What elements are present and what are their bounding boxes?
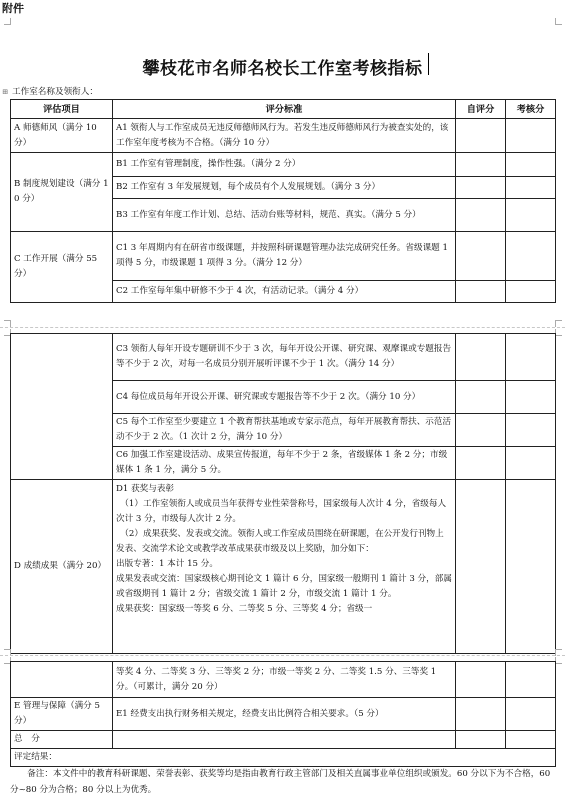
text-cursor (428, 53, 429, 75)
criterion-d1 (113, 480, 456, 654)
category-d-continued (11, 662, 113, 698)
criterion-e1: E1 经费支出执行财务相关规定，经费支出比例符合相关要求。（5 分） (113, 698, 456, 731)
criterion-c2: C2 工作室每年集中研修不少于 4 次，有活动记录。（满分 4 分） (113, 281, 456, 303)
d1-publication-line: 成果发表或交流：国家级核心期刊论文 1 篇计 6 分，国家级一般期刊 1 篇计 3 分，部属或省级期刊 1 篇计 2 分；省级交流 1 篇计 2 分，市级交流 1 篇计 1 分。 (116, 574, 452, 599)
page-corner-mark (555, 320, 562, 327)
page-corner-mark (4, 320, 11, 327)
review-score-cell[interactable] (506, 153, 556, 177)
table-row-c1 (11, 232, 556, 281)
self-score-cell[interactable] (456, 119, 506, 153)
header-standard: 评分标准 (113, 100, 456, 119)
criterion-c3: C3 领衔人每年开设专题研训不少于 3 次，每年开设公开课、研究课、观摩课或专题报告等不少于 2 次，对每一名成员分别开展听评课不少于 1 次。（满分 14 分） (113, 334, 456, 381)
criterion-b2: B2 工作室有 3 年发展规划，每个成员有个人发展规划。（满分 3 分） (113, 177, 456, 199)
criterion-a1: A1 领衔人与工作室成员无违反师德师风行为。若发生违反师德师风行为被查实处的，该工作室年度考核为不合格。（满分 10 分） (113, 119, 456, 153)
category-c-continued (11, 334, 113, 480)
header-item: 评估项目 (11, 100, 113, 119)
self-score-cell[interactable] (456, 698, 506, 731)
review-score-cell[interactable] (506, 381, 556, 414)
page-corner-mark (555, 329, 562, 336)
review-score-cell[interactable] (506, 199, 556, 232)
table-row-e1 (11, 698, 556, 731)
review-score-cell[interactable] (506, 177, 556, 199)
page-break-line (0, 327, 565, 329)
assessment-table-part2 (10, 333, 556, 654)
self-score-cell[interactable] (456, 232, 506, 281)
header-review-score: 考核分 (506, 100, 556, 119)
assessment-table-part1 (10, 99, 556, 303)
review-score-cell[interactable] (506, 232, 556, 281)
d1-title: D1 获奖与表彰 (116, 484, 175, 494)
page-corner-mark (555, 657, 562, 664)
table-row-c3 (11, 334, 556, 381)
self-score-cell[interactable] (456, 153, 506, 177)
self-score-cell[interactable] (456, 177, 506, 199)
table-row-total (11, 731, 556, 749)
self-score-cell[interactable] (456, 447, 506, 480)
total-review-score-cell[interactable] (506, 731, 556, 749)
review-score-cell[interactable] (506, 480, 556, 654)
review-score-cell[interactable] (506, 447, 556, 480)
self-score-cell[interactable] (456, 381, 506, 414)
document-title: 攀枝花市名师名校长工作室考核指标 (142, 59, 423, 79)
table-row-d1-continued (11, 662, 556, 698)
table-row-a1 (11, 119, 556, 153)
table-row-result (11, 749, 556, 767)
category-e: E 管理与保障（满分 5 分） (11, 698, 113, 731)
result-cell[interactable]: 评定结果： (11, 749, 556, 767)
total-label: 总 分 (11, 731, 113, 749)
page-break-line (0, 655, 565, 657)
header-self-score: 自评分 (456, 100, 506, 119)
self-score-cell[interactable] (456, 281, 506, 303)
studio-name-line: 工作室名称及领衔人： (12, 87, 98, 97)
self-score-cell[interactable] (456, 480, 506, 654)
self-score-cell[interactable] (456, 662, 506, 698)
criterion-d1-continued: 等奖 4 分、二等奖 3 分、三等奖 2 分；市级一等奖 2 分、二等奖 1.5 分、三等奖 1 分。（可累计，满分 20 分） (113, 662, 456, 698)
d1-achievement-paragraph: （2）成果获奖、发表或交流。领衔人或工作室成员围绕在研课题，在公开发行刊物上发表、交流学术论文或教学改革成果获市级及以上奖励，加分如下： (116, 529, 444, 554)
d1-honor-paragraph: （1）工作室领衔人或成员当年获得专业性荣誉称号，国家级每人次计 4 分，省级每人次计 3 分，市级每人次计 2 分。 (116, 499, 447, 524)
assessment-table-part3 (10, 661, 556, 767)
category-d: D 成绩成果（满分 20） (11, 480, 113, 654)
review-score-cell[interactable] (506, 662, 556, 698)
total-empty-cell (113, 731, 456, 749)
review-score-cell[interactable] (506, 698, 556, 731)
self-score-cell[interactable] (456, 334, 506, 381)
total-self-score-cell[interactable] (456, 731, 506, 749)
criterion-c5: C5 每个工作室至少要建立 1 个教育帮扶基地或专家示范点，每年开展教育帮扶、示范活动不少于 2 次。（1 次计 2 分，满分 10 分） (113, 414, 456, 447)
category-a: A 师德师风（满分 10 分） (11, 119, 113, 153)
criterion-c1: C1 3 年周期内有在研省市级课题，并按照科研课题管理办法完成研究任务。省级课题 1 项得 5 分，市级课题 1 项得 3 分。（满分 12 分） (113, 232, 456, 281)
category-c: C 工作开展（满分 55 分） (11, 232, 113, 303)
footnote: 备注：本文件中的教育科研课题、荣誉表彰、获奖等均是指由教育行政主管部门及相关直属事业单位组织或颁发。60 分以下为不合格，60 分~80 分为合格；80 分以上为优秀。 (10, 769, 551, 795)
table-header-row (11, 100, 556, 119)
criterion-c6: C6 加强工作室建设活动、成果宣传报道，每年不少于 2 条，省级媒体 1 条 2 分；市级媒体 1 条 1 分，满分 5 分。 (113, 447, 456, 480)
criterion-b1: B1 工作室有管理制度，操作性强。（满分 2 分） (113, 153, 456, 177)
category-b: B 制度规划建设（满分 10 分） (11, 153, 113, 232)
criterion-c4: C4 每位成员每年开设公开课、研究课或专题报告等不少于 2 次。（满分 10 分） (113, 381, 456, 414)
criterion-b3: B3 工作室有年度工作计划、总结、活动台账等材料，规范、真实。（满分 5 分） (113, 199, 456, 232)
self-score-cell[interactable] (456, 414, 506, 447)
review-score-cell[interactable] (506, 414, 556, 447)
d1-monograph-line: 出版专著：1 本计 15 分。 (116, 559, 218, 569)
d1-award-line: 成果获奖：国家级一等奖 6 分、二等奖 5 分、三等奖 4 分；省级一 (116, 604, 373, 614)
table-row-d1 (11, 480, 556, 654)
table-row-b1 (11, 153, 556, 177)
review-score-cell[interactable] (506, 281, 556, 303)
page-corner-mark (555, 18, 562, 25)
table-move-handle-icon[interactable]: ⊞ (2, 88, 8, 96)
self-score-cell[interactable] (456, 199, 506, 232)
review-score-cell[interactable] (506, 334, 556, 381)
page-corner-mark (4, 18, 11, 25)
attachment-label: 附件 (2, 2, 24, 15)
review-score-cell[interactable] (506, 119, 556, 153)
